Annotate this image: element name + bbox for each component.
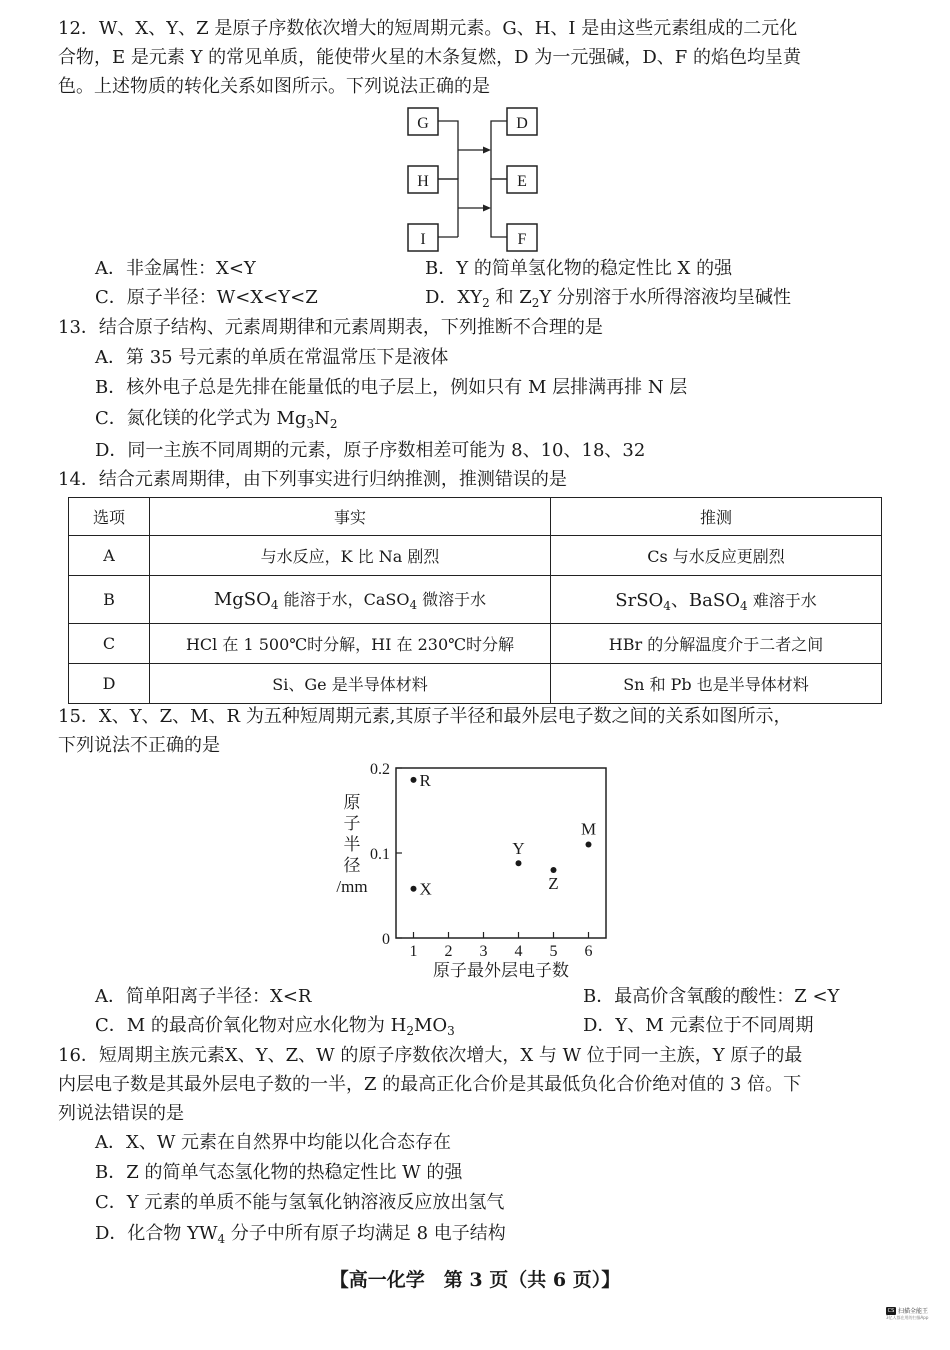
row-a-guess: Cs 与水反应更剧烈 [551, 536, 882, 576]
scanner-logo-icon: CS [887, 1307, 895, 1314]
box-e-label: E [517, 173, 527, 190]
row-d-option: D [69, 664, 150, 704]
box-d-label: D [516, 115, 528, 132]
y-axis-label: 原 [343, 793, 361, 812]
q16-option-a: A．X、W 元素在自然界中均能以化合态存在 [95, 1132, 452, 1153]
x-tick-label: 5 [549, 943, 558, 960]
q16-stem-line-1: 16．短周期主族元素X、Y、Z、W 的原子序数依次增大，X 与 W 位于同一主族，Y 原子的最 [58, 1045, 803, 1066]
x-tick-label: 2 [444, 943, 453, 960]
q12-option-d: D．$XY_2$ 和 $Z_2Y$ 分别溶于水所得溶液均呈碱性 [425, 287, 791, 310]
q12-stem-line-1: 12．W、X、Y、Z 是原子序数依次增大的短周期元素。G、H、I 是由这些元素组成的二元化 [58, 18, 798, 39]
q13-option-c: C．氮化镁的化学式为 $Mg_3N_2$ [95, 408, 338, 431]
row-c-guess: HBr 的分解温度介于二者之间 [551, 624, 882, 664]
header-option: 选项 [69, 498, 150, 536]
row-b-guess: SrSO$_4$、BaSO$_4$ 难溶于水 [551, 576, 882, 624]
q13-option-d: D．同一主族不同周期的元素，原子序数相差可能为 8、10、18、32 [95, 440, 646, 461]
q16-stem-line-3: 列说法错误的是 [58, 1103, 184, 1124]
box-h-label: H [417, 173, 429, 190]
y-tick-label: 0 [382, 931, 390, 948]
table-row [69, 664, 882, 704]
point-x [411, 886, 417, 892]
q12-conversion-diagram [405, 104, 545, 254]
header-guess: 推测 [551, 498, 882, 536]
q14-table [68, 497, 882, 704]
box-i-label: I [420, 231, 426, 248]
q12-stem-line-3: 色。上述物质的转化关系如图所示。下列说法正确的是 [58, 76, 490, 97]
y-axis-label: 半 [343, 835, 361, 854]
row-a-option: A [69, 536, 150, 576]
q15-option-a: A．简单阳离子半径：X<R [95, 986, 312, 1007]
q12-option-a: A．非金属性：X<Y [95, 258, 256, 279]
y-axis-label: /mm [336, 877, 368, 896]
plot-frame [396, 768, 606, 938]
q12-option-c: C．原子半径：W<X<Y<Z [95, 287, 318, 308]
connector-de [491, 121, 507, 179]
arrow-icon [483, 147, 491, 154]
q15-stem-line-2: 下列说法不正确的是 [58, 735, 220, 756]
row-d-guess: Sn 和 Pb 也是半导体材料 [551, 664, 882, 704]
y-tick-label: 0.2 [370, 761, 390, 778]
row-c-fact: HCl 在 1 500℃时分解，HI 在 230℃时分解 [150, 624, 551, 664]
row-c-option: C [69, 624, 150, 664]
table-header-row [69, 498, 882, 536]
row-d-fact: Si、Ge 是半导体材料 [150, 664, 551, 704]
q15-option-c: C．M 的最高价氧化物对应水化物为 $H_2MO_3$ [95, 1015, 455, 1038]
q16-stem-line-2: 内层电子数是其最外层电子数的一半，Z 的最高正化合价是其最低负化合价绝对值的 3 倍。下 [58, 1074, 802, 1095]
box-f-label: F [517, 231, 527, 248]
arrow-icon [483, 205, 491, 212]
point-r [411, 777, 417, 783]
x-tick-label: 6 [584, 943, 593, 960]
y-axis-label: 子 [343, 814, 361, 833]
q16-option-c: C．Y 元素的单质不能与氢氧化钠溶液反应放出氢气 [95, 1192, 505, 1213]
watermark-subtitle: 3亿人都在用的扫描App [886, 1315, 929, 1320]
q12-stem-line-2: 合物，E 是元素 Y 的常见单质，能使带火星的木条复燃，D 为一元强碱，D、F 的焰色均呈黄 [58, 47, 801, 68]
q15-stem-line-1: 15．X、Y、Z、M、R 为五种短周期元素,其原子半径和最外层电子数之间的关系如图所示， [58, 706, 792, 727]
header-fact: 事实 [150, 498, 551, 536]
scanner-watermark [886, 1306, 946, 1340]
y-axis-label: 径 [343, 856, 361, 875]
point-y [516, 860, 522, 866]
x-tick-label: 1 [409, 943, 418, 960]
table-row [69, 624, 882, 664]
point-z [551, 867, 557, 873]
q13-option-b: B．核外电子总是先排在能量低的电子层上，例如只有 M 层排满再排 N 层 [95, 377, 688, 398]
watermark-title: 扫描全能王 [898, 1308, 929, 1315]
connector-ef [491, 179, 507, 237]
connector-gh [438, 121, 487, 179]
q13-option-a: A．第 35 号元素的单质在常温常压下是液体 [95, 347, 449, 368]
row-a-fact: 与水反应，K 比 Na 剧烈 [150, 536, 551, 576]
x-tick-label: 3 [479, 943, 488, 960]
point-label: Y [512, 839, 525, 859]
connector-hi [438, 179, 487, 237]
table-row [69, 576, 882, 624]
row-b-fact: MgSO$_4$ 能溶于水，CaSO$_4$ 微溶于水 [150, 576, 551, 624]
point-label: Z [548, 874, 559, 893]
q16-option-b: B．Z 的简单气态氢化物的热稳定性比 W 的强 [95, 1162, 463, 1183]
point-label: M [580, 819, 597, 839]
point-m [586, 842, 592, 848]
q15-option-d: D．Y、M 元素位于不同周期 [583, 1015, 814, 1036]
x-axis-label: 原子最外层电子数 [433, 961, 569, 980]
table-row [69, 536, 882, 576]
q14-stem: 14．结合元素周期律，由下列事实进行归纳推测，推测错误的是 [58, 469, 567, 490]
box-g-label: G [417, 115, 429, 132]
row-b-option: B [69, 576, 150, 624]
x-tick-label: 4 [514, 943, 523, 960]
q16-option-d: D．化合物 $YW_4$ 分子中所有原子均满足 8 电子结构 [95, 1223, 506, 1246]
q12-option-b: B．Y 的简单氢化物的稳定性比 X 的强 [425, 258, 733, 279]
point-label: X [419, 879, 432, 899]
q15-scatter-chart [330, 756, 620, 981]
point-label: R [419, 770, 431, 790]
q13-stem: 13．结合原子结构、元素周期律和元素周期表，下列推断不合理的是 [58, 317, 603, 338]
y-tick-label: 0.1 [370, 846, 390, 863]
q15-option-b: B．最高价含氧酸的酸性：Z <Y [583, 986, 840, 1007]
page-footer: 【高一化学 第 3 页（共 6 页）】 [329, 1269, 621, 1291]
